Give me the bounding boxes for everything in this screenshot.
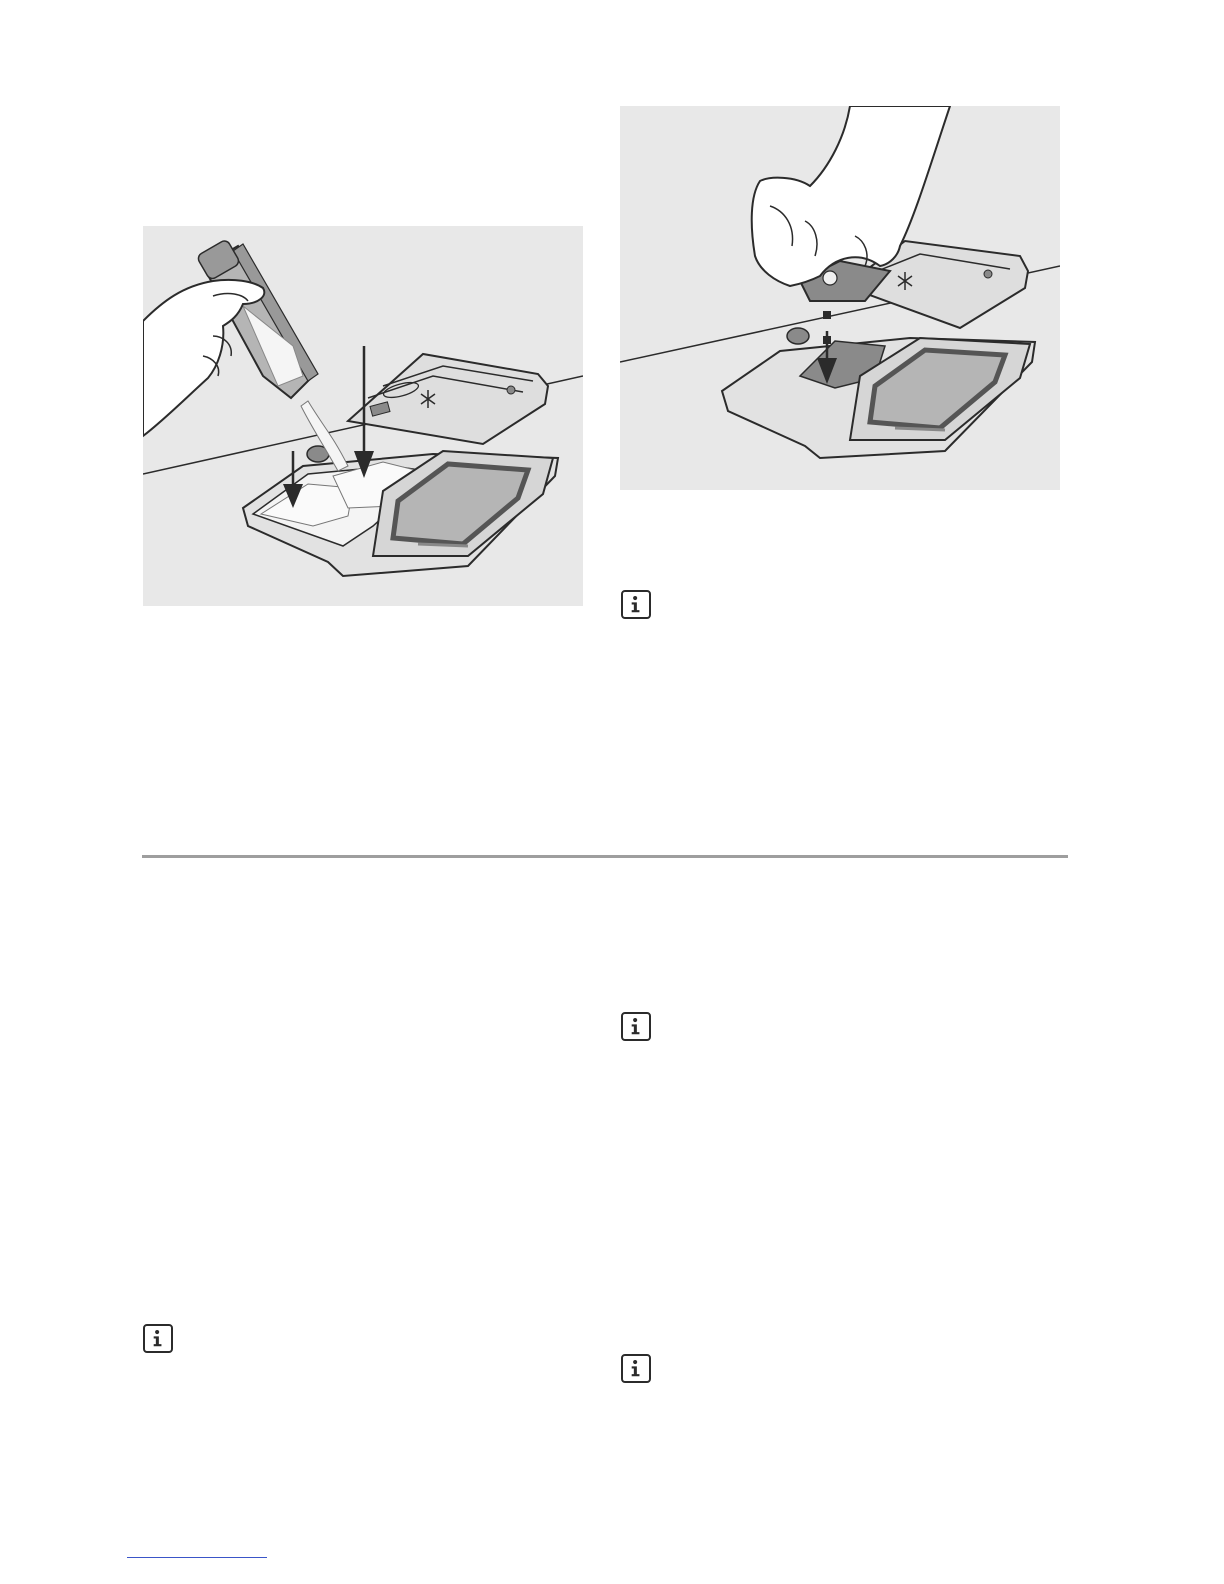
section-divider [142,855,1068,858]
illustration-lid-close [620,106,1060,490]
lid-close-drawing [620,106,1060,490]
illustration-detergent-fill [143,226,583,606]
hand-icon [143,280,264,436]
info-icon [621,1012,651,1041]
footer-link-underline[interactable] [127,1557,267,1558]
info-icon [621,590,651,619]
info-icon [143,1324,173,1353]
detergent-fill-drawing [143,226,583,606]
info-icon [621,1354,651,1383]
